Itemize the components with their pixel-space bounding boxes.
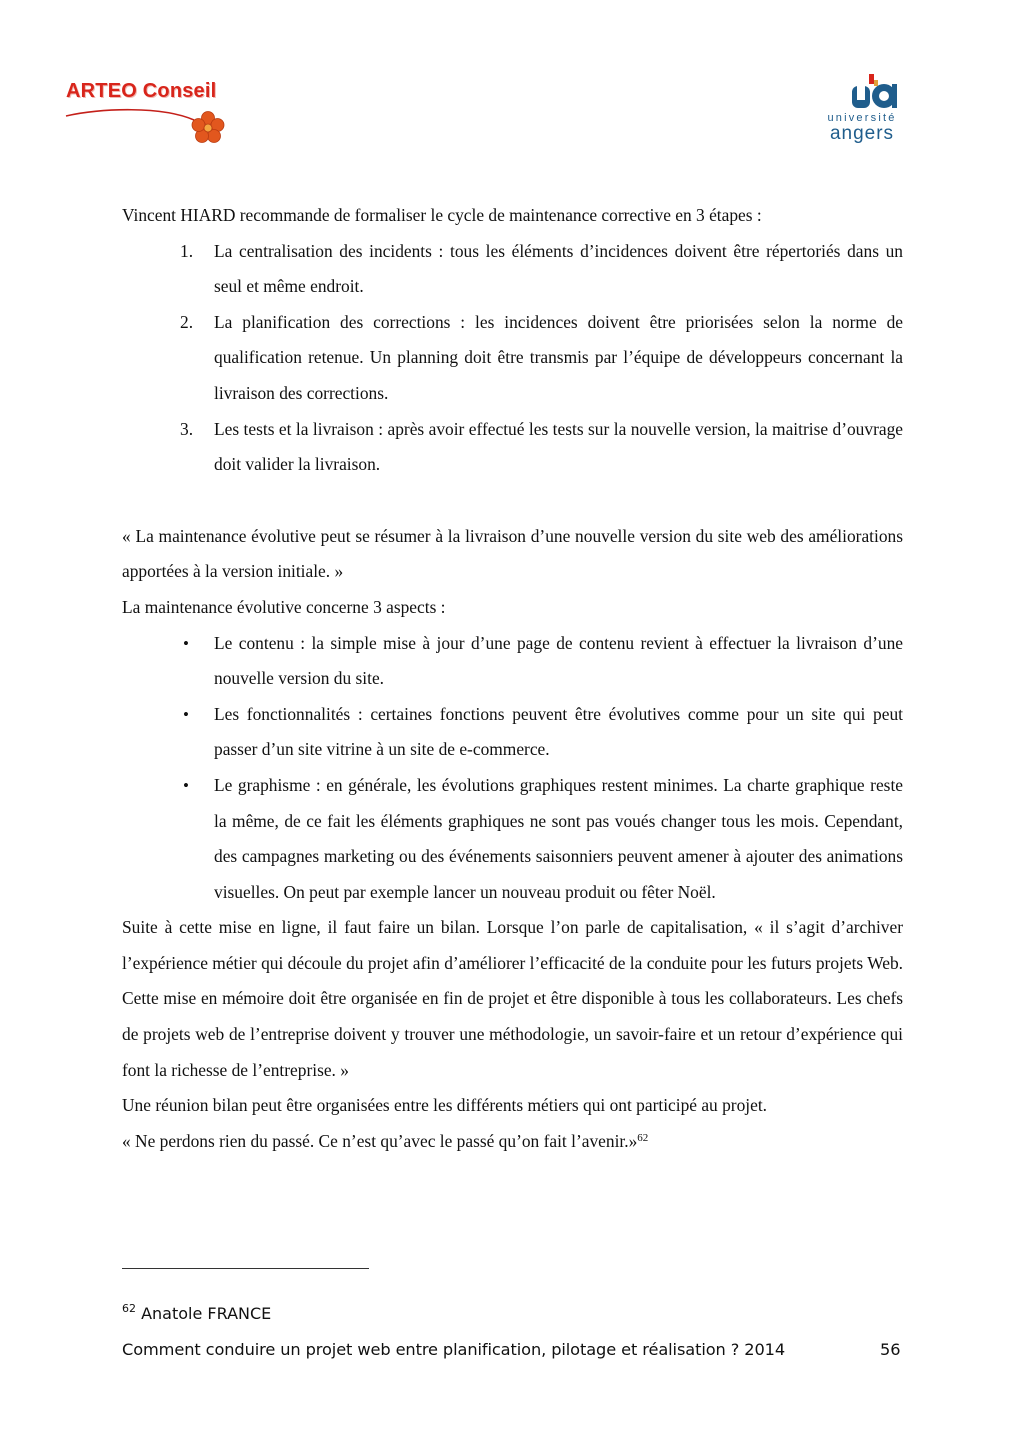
list-item-text: Les fonctionnalités : certaines fonctions peuvent être évolutives comme pour un site qui peut passer d’un site vitrine à un site de e-commerce.: [214, 703, 903, 760]
page-number: 56: [880, 1340, 901, 1359]
list-item-text: La planification des corrections : les incidences doivent être priorisées selon la norme de qualification retenue. Un planning doit être transmis par l’équipe de développeurs concernant la livraison des corrections.: [214, 311, 903, 403]
bullet-icon: •: [183, 775, 189, 795]
bullet-icon: •: [183, 633, 189, 653]
footnote-number: 62: [122, 1302, 136, 1315]
list-item: [122, 697, 903, 768]
list-number: 2.: [180, 311, 194, 332]
bullet-icon: •: [183, 704, 189, 724]
footnote: [122, 1304, 271, 1323]
footnote-divider: [122, 1268, 369, 1269]
quote-paragraph: « La maintenance évolutive peut se résumer à la livraison d’une nouvelle version du site web des améliorations apportées à la version initiale. »: [122, 525, 903, 582]
universite-label: université: [827, 112, 897, 124]
footnote-text: Anatole FRANCE: [141, 1304, 272, 1323]
list-number: 1.: [180, 240, 194, 261]
list-item: [122, 626, 903, 697]
flower-icon: [190, 110, 226, 146]
arteo-conseil-logo: [62, 76, 262, 152]
list-item-text: La centralisation des incidents : tous les éléments d’incidences doivent être répertoriés dans un seul et même endroit.: [214, 240, 903, 297]
steps-list: [122, 234, 903, 483]
list-item: [122, 305, 903, 412]
intro-paragraph: Vincent HIARD recommande de formaliser le cycle de maintenance corrective en 3 étapes :: [122, 205, 762, 225]
closing-quote-text: « Ne perdons rien du passé. Ce n’est qu’avec le passé qu’on fait l’avenir.»: [122, 1130, 638, 1151]
logo-swoosh-icon: [62, 104, 202, 128]
aspects-intro: La maintenance évolutive concerne 3 aspects :: [122, 596, 446, 617]
ua-monogram-icon: [848, 72, 904, 112]
reunion-paragraph: Une réunion bilan peut être organisées entre les différents métiers qui ont participé au projet.: [122, 1095, 768, 1116]
list-item-text: Les tests et la livraison : après avoir effectué les tests sur la nouvelle version, la maitrise d’ouvrage doit valider la livraison.: [214, 418, 903, 475]
list-item-text: Le contenu : la simple mise à jour d’une page de contenu revient à effectuer la livraison d’une nouvelle version du site.: [214, 632, 903, 689]
list-number: 3.: [180, 418, 194, 439]
footer-title: Comment conduire un projet web entre planification, pilotage et réalisation ? 2014: [122, 1340, 786, 1359]
arteo-logo-text: ARTEO Conseil: [66, 80, 217, 102]
main-content: [122, 198, 903, 1159]
capitalisation-paragraph: Suite à cette mise en ligne, il faut faire un bilan. Lorsque l’on parle de capitalisation, « il s’agit d’archiver l’expérience métier qui découle du projet afin d’améliorer l’efficacité de la conduite pour les futurs projets Web. Cette mise en mémoire doit être organisée en fin de projet et être disponible à tous les collaborateurs. Les chefs de projets web de l’entreprise doivent y trouver une méthodologie, un savoir-faire et un retour d’expérience qui font la richesse de l’entreprise. »: [122, 917, 903, 1080]
list-item: [122, 412, 903, 483]
list-item: [122, 234, 903, 305]
list-item-text: Le graphisme : en générale, les évolutions graphiques restent minimes. La charte graphique reste la même, de ce fait les éléments graphiques ne sont pas voués changer tous les mois. Cependant, des campagnes marketing ou des événements saisonniers peuvent amener à ajouter des animations visuelles. On peut par exemple lancer un nouveau produit ou fêter Noël.: [214, 774, 903, 902]
aspects-list: [122, 626, 903, 911]
closing-quote: [122, 1124, 903, 1160]
footnote-reference[interactable]: 62: [637, 1131, 649, 1144]
paragraph-spacer: [122, 483, 903, 519]
list-item: [122, 768, 903, 910]
angers-label: angers: [829, 123, 895, 144]
universite-angers-logo: [820, 72, 910, 148]
